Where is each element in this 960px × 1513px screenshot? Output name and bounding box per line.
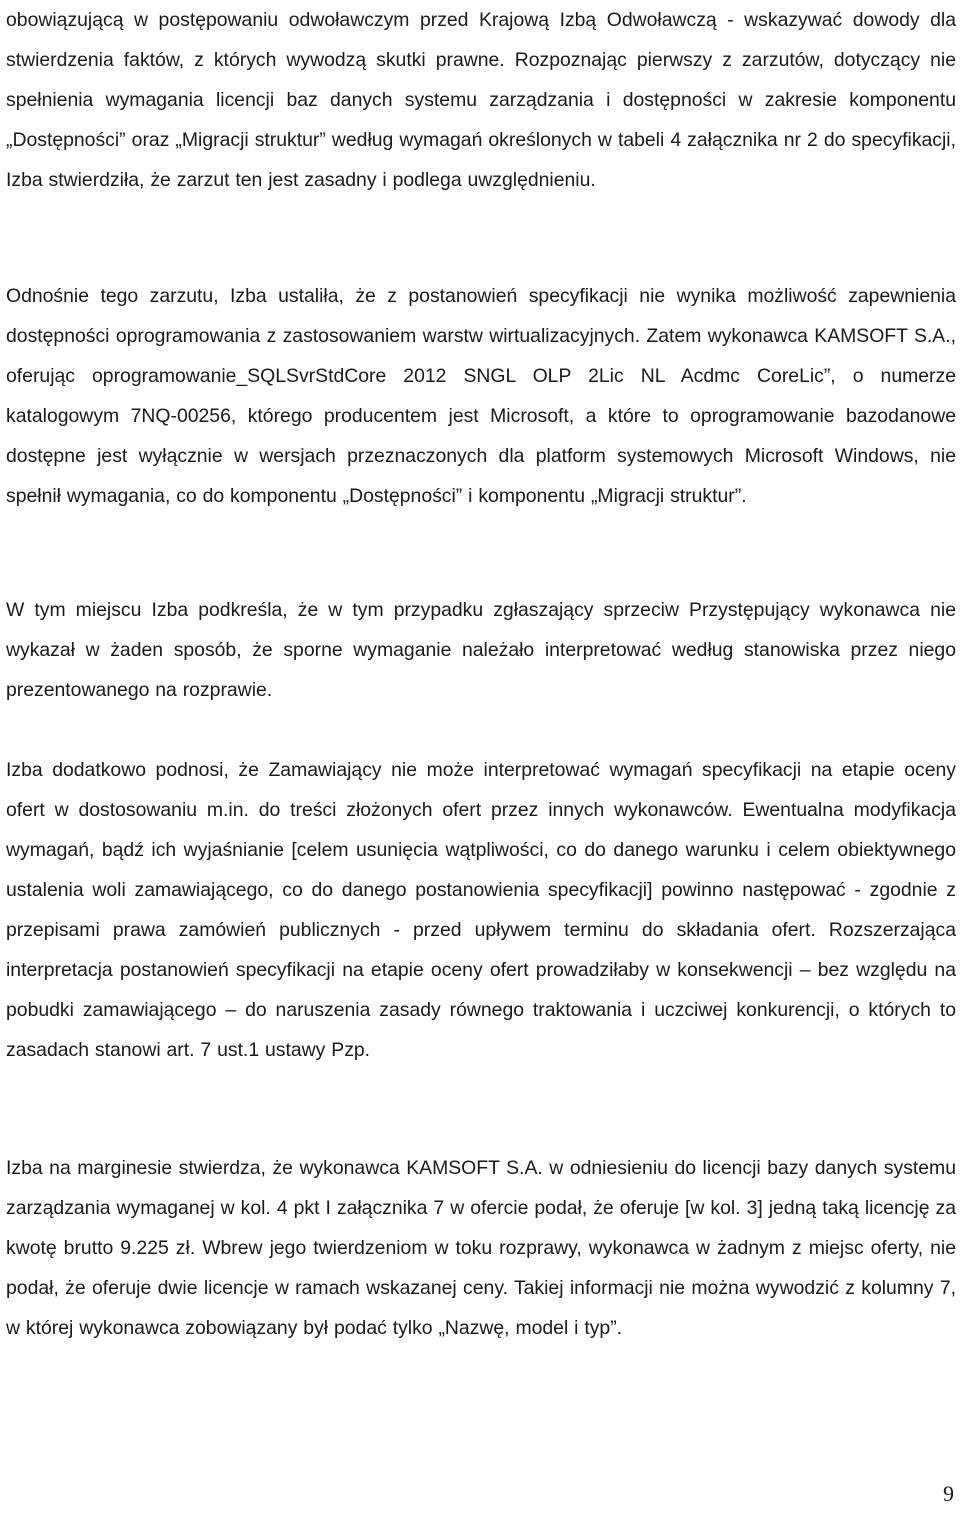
paragraph-3: W tym miejscu Izba podkreśla, że w tym przypadku zgłaszający sprzeciw Przystępujący wykonawca nie wykazał w żaden sposób, że sporne wymaganie należało interpretować według stanowiska przez niego prezentowanego na rozprawie. [6, 599, 956, 701]
page-number: 9 [943, 1481, 954, 1506]
paragraph-4: Izba dodatkowo podnosi, że Zamawiający nie może interpretować wymagań specyfikacji na etapie oceny ofert w dostosowaniu m.in. do treści złożonych ofert przez innych wykonawców. Ewentualna modyfikacja wymagań, bądź ich wyjaśnianie [celem usunięcia wątpliwości, co do danego warunku i celem obiektywnego ustalenia woli zamawiającego, co do danego postanowienia specyfikacji] powinno następować - zgodnie z przepisami prawa zamówień publicznych - przed upływem terminu do składania ofert. Rozszerzająca interpretacja postanowień specyfikacji na etapie oceny ofert prowadziłaby w konsekwencji – bez względu na pobudki zamawiającego – do naruszenia zasady równego traktowania i uczciwej konkurencji, o których to zasadach stanowi art. 7 ust.1 ustawy Pzp. [6, 759, 956, 1061]
paragraph-5: Izba na marginesie stwierdza, że wykonawca KAMSOFT S.A. w odniesieniu do licencji bazy danych systemu zarządzania wymaganej w kol. 4 pkt I załącznika 7 w ofercie podał, że oferuje [w kol. 3] jedną taką licencję za kwotę brutto 9.225 zł. Wbrew jego twierdzeniom w toku rozprawy, wykonawca w żadnym z miejsc oferty, nie podał, że oferuje dwie licencje w ramach wskazanej ceny. Takiej informacji nie można wywodzić z kolumny 7, w której wykonawca zobowiązany był podać tylko „Nazwę, model i typ”. [6, 1157, 956, 1339]
paragraph-1: obowiązującą w postępowaniu odwoławczym przed Krajową Izbą Odwoławczą - wskazywać dowody dla stwierdzenia faktów, z których wywodzą skutki prawne. Rozpoznając pierwszy z zarzutów, dotyczący nie spełnienia wymagania licencji baz danych systemu zarządzania i dostępności w zakresie komponentu „Dostępności” oraz „Migracji struktur” według wymagań określonych w tabeli 4 załącznika nr 2 do specyfikacji, Izba stwierdziła, że zarzut ten jest zasadny i podlega uwzględnieniu. [6, 9, 956, 191]
paragraph-2: Odnośnie tego zarzutu, Izba ustaliła, że z postanowień specyfikacji nie wynika możliwość zapewnienia dostępności oprogramowania z zastosowaniem warstw wirtualizacyjnych. Zatem wykonawca KAMSOFT S.A., oferując oprogramowanie_SQLSvrStdCore 2012 SNGL OLP 2Lic NL Acdmc CoreLic”, o numerze katalogowym 7NQ-00256, którego producentem jest Microsoft, a które to oprogramowanie bazodanowe dostępne jest wyłącznie w wersjach przeznaczonych dla platform systemowych Microsoft Windows, nie spełnił wymagania, co do komponentu „Dostępności” i komponentu „Migracji struktur”. [6, 285, 956, 507]
